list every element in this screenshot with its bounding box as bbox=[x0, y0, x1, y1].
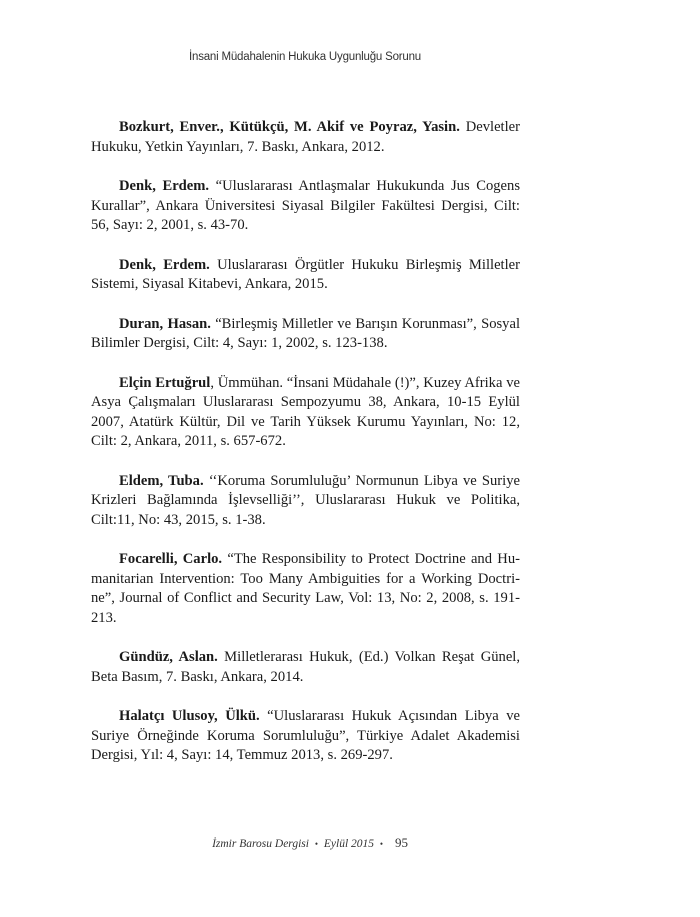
reference-details: “Uluslararası Hukuk Açısından Libya ve Suriye Örneğinde Koruma Sorumluluğu”, Türkiye Adalet Akademisi Dergisi, Yıl: 4, Sayı: 14, Temmuz 2013, s. 269-297. bbox=[91, 708, 520, 763]
reference-entry bbox=[91, 550, 520, 628]
reference-details: Devletler Hukuku, Yetkin Yayınları, 7. Baskı, Ankara, 2012. bbox=[91, 119, 520, 155]
reference-entry bbox=[91, 472, 520, 531]
footer-issue-date: Eylül 2015 bbox=[323, 838, 375, 850]
reference-author: Denk, Erdem. bbox=[119, 256, 210, 273]
footer-separator: • bbox=[379, 839, 384, 849]
footer-journal-name: İzmir Barosu Dergisi bbox=[212, 838, 309, 850]
reference-entry bbox=[91, 707, 520, 766]
reference-entry bbox=[91, 177, 520, 236]
reference-details: ‘‘Koruma Sorumluluğu’ Normunun Libya ve Suriye Krizleri Bağlamında İşlevselliği’’, Uluslararası Hukuk ve Politika, Cilt:11, No: 43, 2015, s. 1-38. bbox=[91, 472, 520, 528]
reference-author: Eldem, Tuba. bbox=[119, 472, 204, 489]
reference-details: “Birleşmiş Milletler ve Barışın Korunması”, Sosyal Bilimler Dergisi, Cilt: 4, Sayı: 1, 2002, s. 123-138. bbox=[91, 315, 520, 351]
running-header: İnsani Müdahalenin Hukuka Uygunluğu Sorunu bbox=[189, 51, 421, 63]
reference-entry bbox=[91, 374, 520, 452]
reference-entry bbox=[91, 118, 520, 157]
reference-author: Denk, Erdem. bbox=[119, 178, 210, 194]
reference-author: Bozkurt, Enver., Kütükçü, M. Akif ve Poyraz, Yasin. bbox=[119, 119, 460, 135]
page-number: 95 bbox=[394, 835, 408, 850]
reference-author: Gündüz, Aslan. bbox=[119, 649, 218, 665]
footer-separator: • bbox=[314, 839, 318, 849]
reference-details: “Uluslararası Antlaşmalar Hukukunda Jus Cogens Kurallar”, Ankara Üniversitesi Siyasal Bilgiler Fakültesi Dergisi, Cilt: 56, Sayı: 2, 2001, s. 43-70. bbox=[91, 178, 520, 233]
reference-author: Elçin Ertuğrul bbox=[119, 374, 211, 391]
reference-details: “The Responsibility to Protect Doctrine and Humanitarian Intervention: Too Many Ambiguities for a Working Doctrine”, Journal of Conflict and Security Law, Vol: 13, No: 2, 2008, s. 191-213. bbox=[91, 551, 520, 626]
reference-entry bbox=[91, 648, 520, 687]
bibliography-list bbox=[91, 118, 520, 786]
reference-author: Duran, Hasan. bbox=[119, 315, 211, 332]
reference-author: Focarelli, Carlo. bbox=[119, 551, 223, 567]
reference-author: Halatçı Ulusoy, Ülkü. bbox=[119, 708, 260, 724]
reference-entry bbox=[91, 315, 520, 354]
reference-details: Uluslararası Örgütler Hukuku Birleşmiş Milletler Sistemi, Siyasal Kitabevi, Ankara, 2015. bbox=[91, 256, 520, 292]
page-footer bbox=[0, 835, 620, 851]
reference-details: Milletlerarası Hukuk, (Ed.) Volkan Reşat Günel, Beta Basım, 7. Baskı, Ankara, 2014. bbox=[91, 649, 521, 685]
reference-entry bbox=[91, 256, 520, 295]
reference-details: , Ümmühan. “İnsani Müdahale (!)”, Kuzey Afrika ve Asya Çalışmaları Uluslararası Sempozyumu 38, Ankara, 10-15 Eylül 2007, Atatürk Kültür, Dil ve Tarih Yüksek Kurumu Yayınları, No: 12, Cilt: 2, Ankara, 2011, s. 657-672. bbox=[91, 374, 520, 449]
